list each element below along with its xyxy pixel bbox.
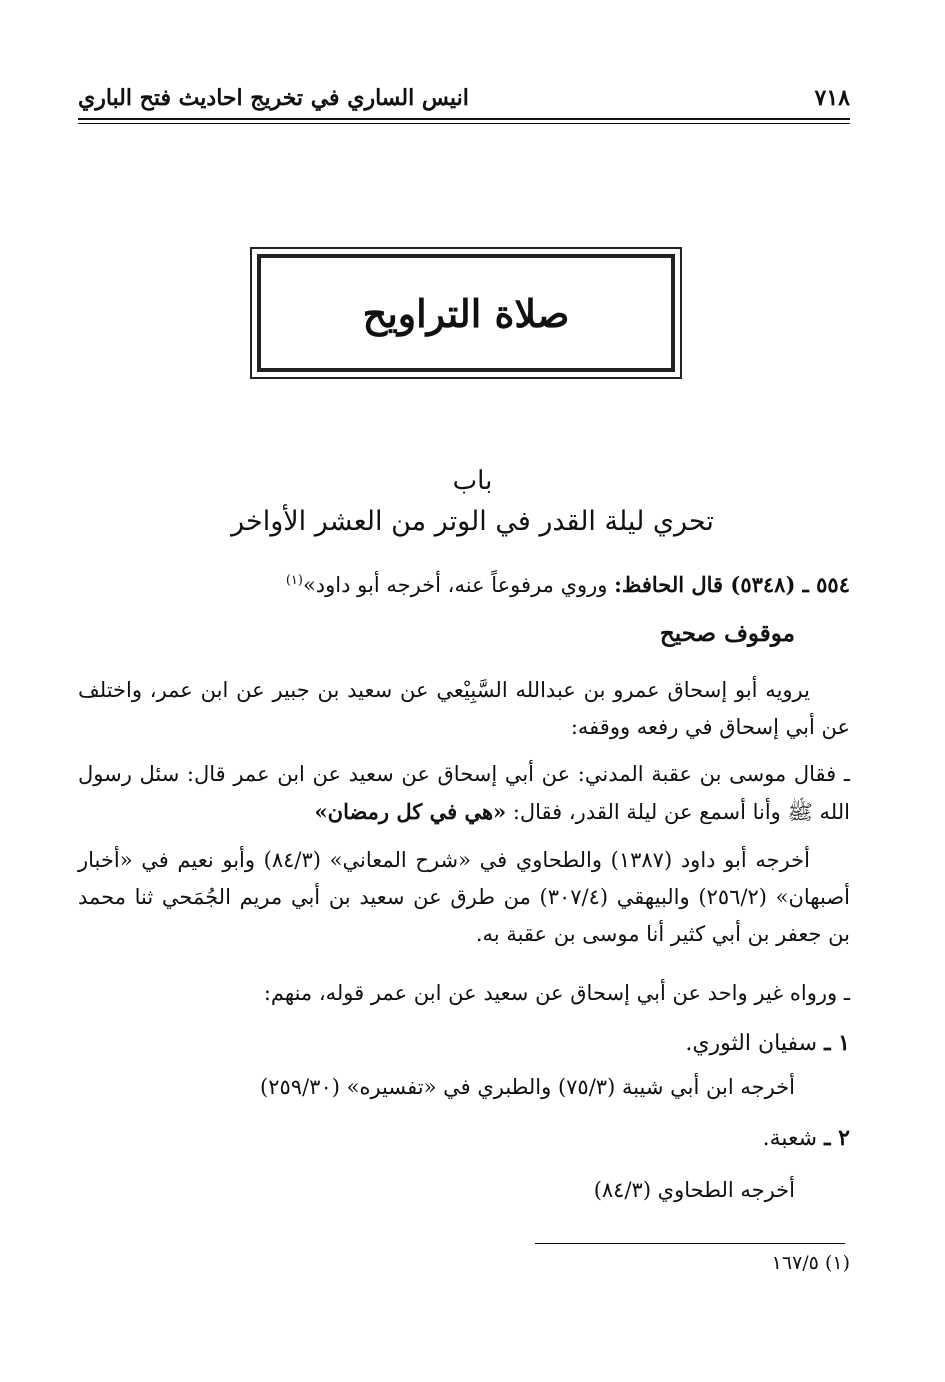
list-item-name: شعبة.: [762, 1126, 818, 1151]
running-header: [78, 78, 850, 118]
header-rule-thick: [78, 118, 850, 120]
hadith-grade: موقوف صحيح: [659, 620, 795, 647]
list-marker: ١ ـ: [824, 1030, 850, 1056]
footnote-text: ١٦٧/٥: [771, 1252, 819, 1274]
footnote-ref: (١): [285, 573, 303, 588]
header-rule-thin: [78, 123, 850, 124]
chapter-label: باب: [452, 466, 493, 496]
list-item-source: أخرجه الطحاوي (٨٤/٣): [593, 1178, 795, 1202]
hadith-entry: [78, 562, 850, 604]
footnote-marker: (١): [824, 1252, 850, 1274]
hadith-quote: «هي في كل رمضان»: [314, 799, 507, 824]
chapter-heading: تحري ليلة القدر في الوتر من العشر الأواخر: [231, 506, 714, 537]
footnote-separator: [535, 1243, 845, 1244]
paragraph-mawquf: ـ ورواه غير واحد عن أبي إسحاق عن سعيد عن ابن عمر قوله، منهم:: [263, 981, 850, 1005]
paragraph-marfu: [78, 756, 850, 831]
title-frame: [257, 254, 675, 372]
paragraph-marfu-text: ـ فقال موسى بن عقبة المدني: عن أبي إسحاق عن سعيد عن ابن عمر قال: سئل رسول الله ﷺ وأنا أسمع عن ليلة القدر، فقال:: [78, 762, 850, 824]
list-item: [685, 1030, 850, 1056]
page-number: ٧١٨: [814, 85, 850, 111]
section-title: صلاة التراويح: [362, 290, 570, 336]
book-title: انيس الساري في تخريج احاديث فتح الباري: [78, 85, 469, 111]
list-item-source: أخرجه ابن أبي شيبة (٧٥/٣) والطبري في «تفسيره» (٢٥٩/٣٠): [260, 1075, 795, 1099]
paragraph-takhrij: أخرجه أبو داود (١٣٨٧) والطحاوي في «شرح المعاني» (٨٤/٣) وأبو نعيم في «أخبار أصبهان» (٢٥٦/٢) والبيهقي (٣٠٧/٤) من طرق عن سعيد بن أبي مريم الجُمَحي ثنا محمد بن جعفر بن أبي كثير أنا موسى بن عقبة به.: [78, 848, 850, 946]
list-item-name: سفيان الثوري.: [685, 1031, 818, 1056]
entry-number: ٥٥٤ ـ (٥٣٤٨) قال الحافظ:: [614, 572, 850, 597]
list-marker: ٢ ـ: [824, 1125, 850, 1151]
footnote: [772, 1252, 850, 1274]
paragraph-narration: يرويه أبو إسحاق عمرو بن عبدالله السَّبِيْعي عن سعيد بن جبير عن ابن عمر، واختلف عن أبي إسحاق في رفعه ووقفه:: [78, 678, 850, 739]
list-item: [763, 1125, 850, 1151]
entry-text: وروي مرفوعاً عنه، أخرجه أبو داود»: [302, 573, 608, 597]
